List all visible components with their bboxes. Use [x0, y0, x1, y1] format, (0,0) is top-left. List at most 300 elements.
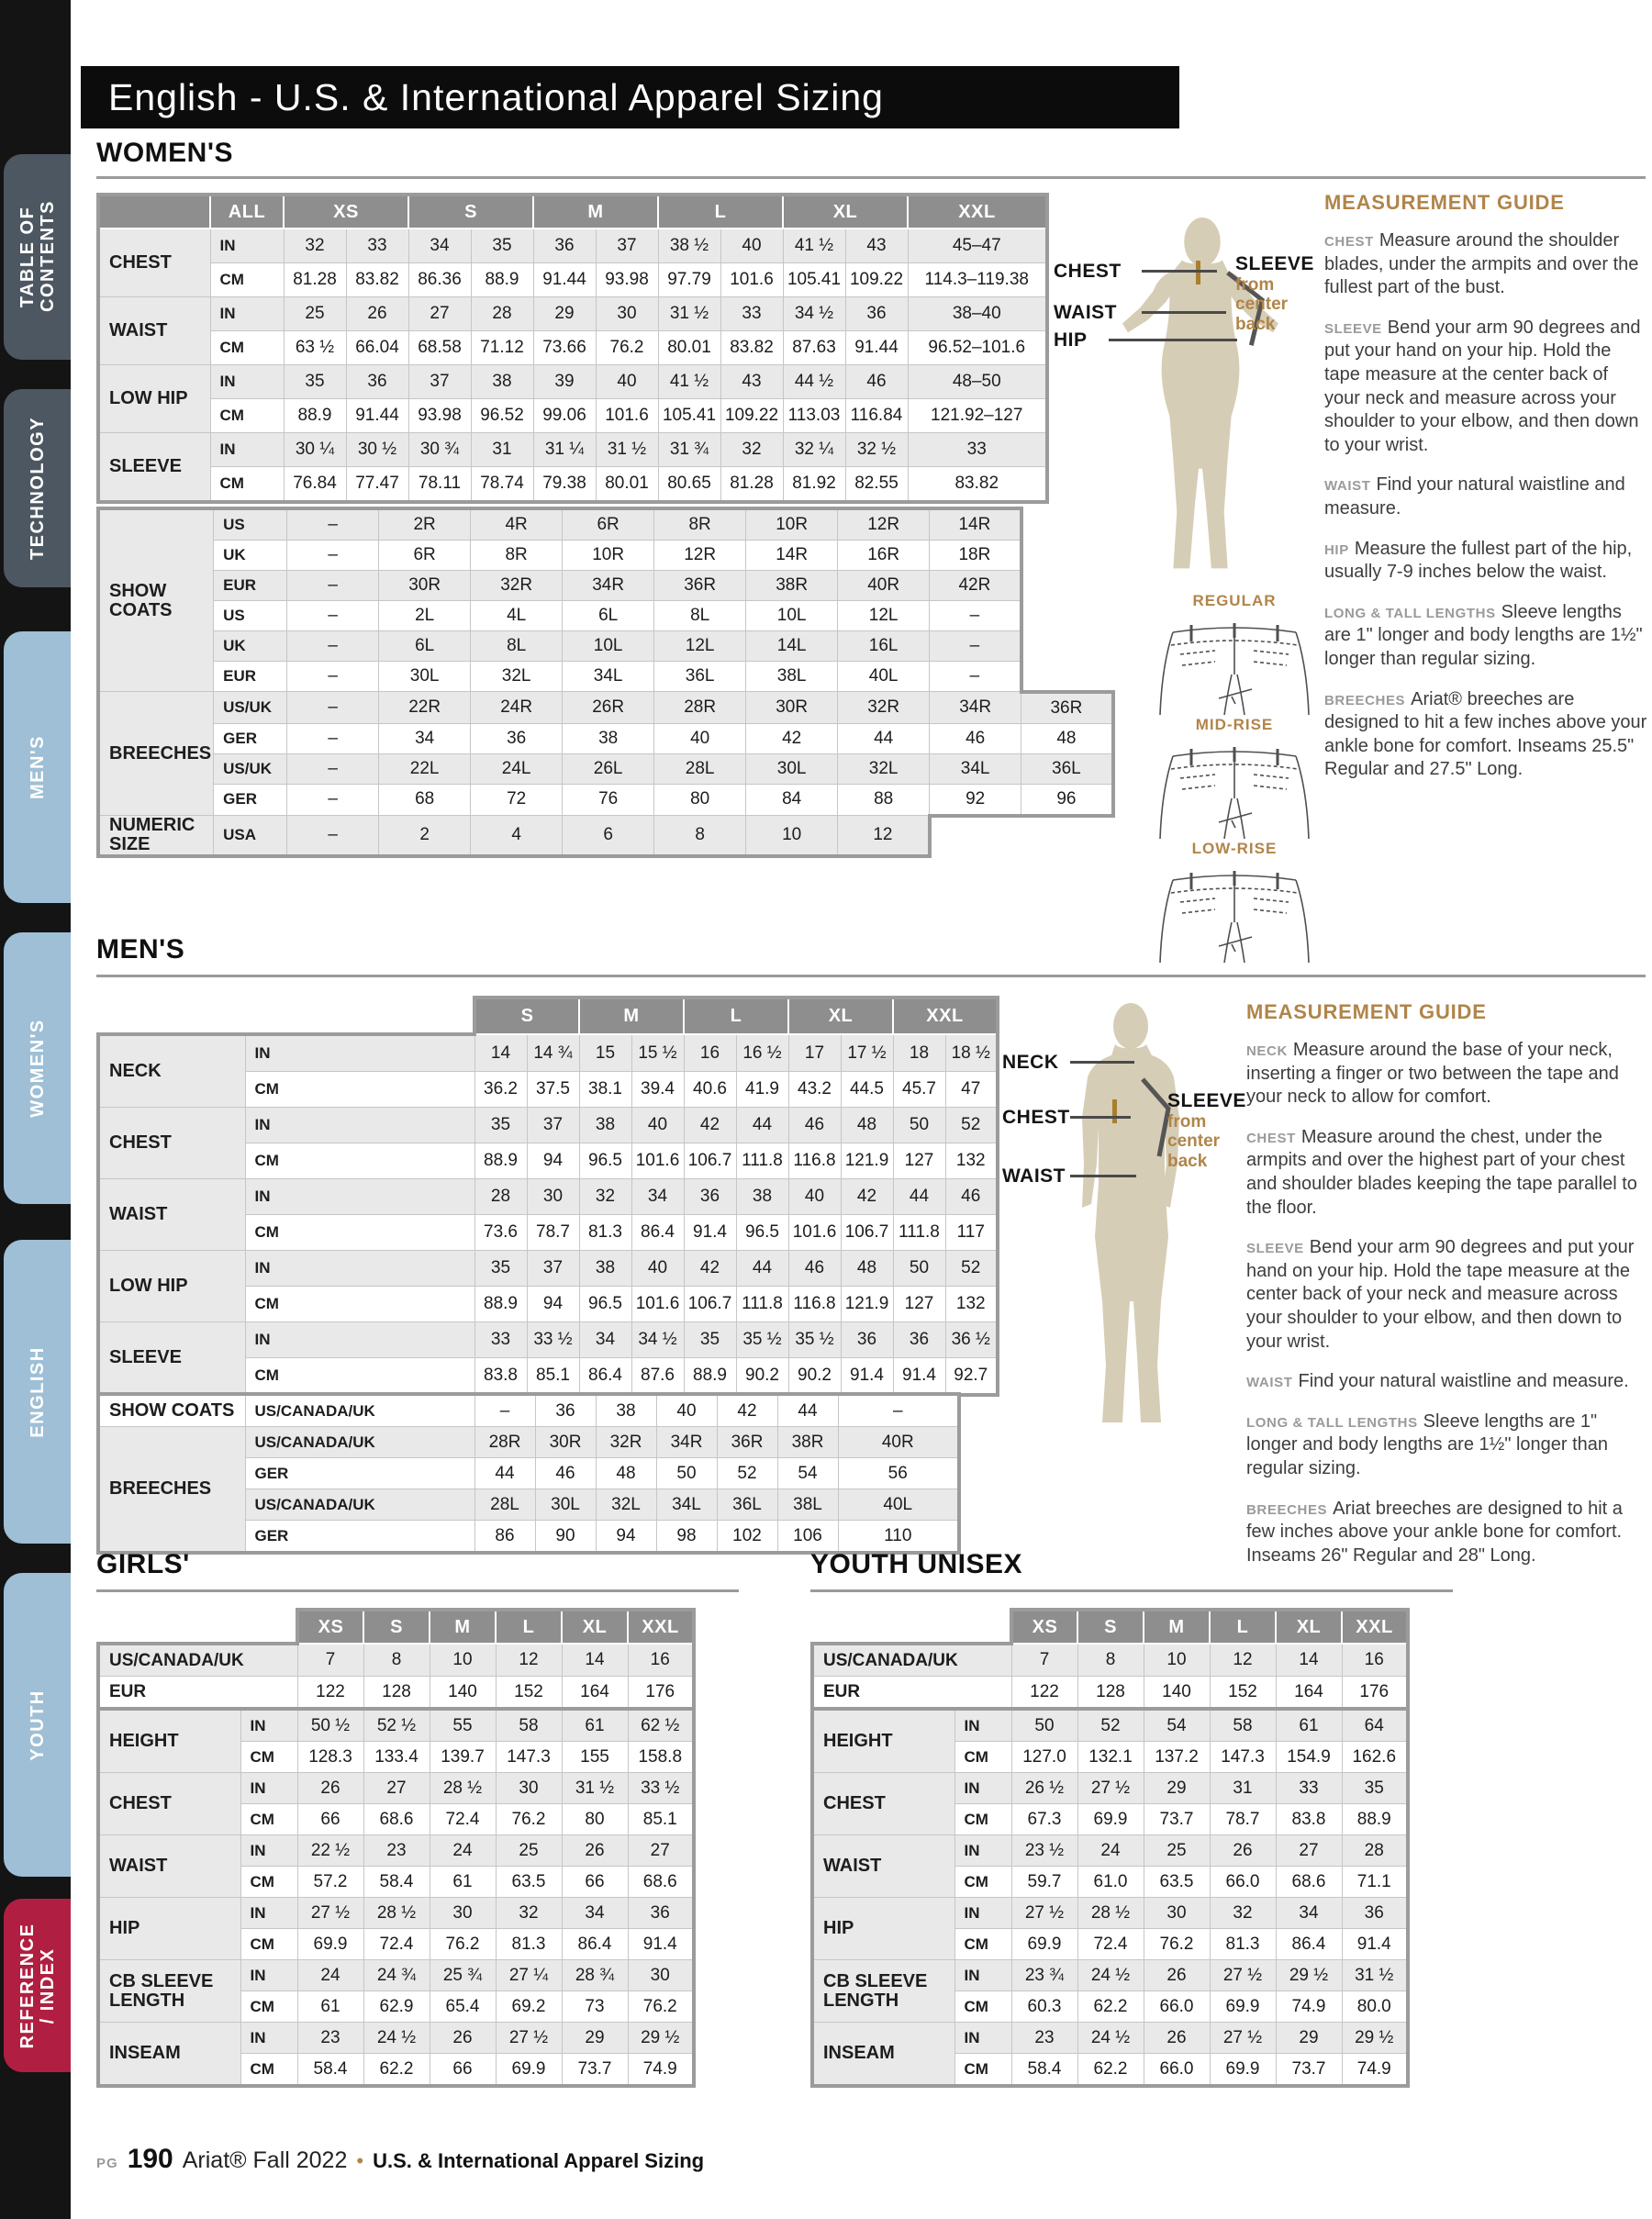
- size-value: 40: [596, 365, 658, 399]
- size-value: –: [287, 601, 379, 631]
- size-value: 34L: [930, 753, 1021, 784]
- size-value: 34: [579, 1322, 631, 1358]
- size-value: 32: [496, 1898, 562, 1929]
- size-value: 40R: [838, 571, 930, 601]
- unit-label: IN: [240, 1709, 297, 1742]
- size-value: 33 ½: [628, 1773, 694, 1804]
- size-value: 73.7: [1144, 1804, 1210, 1835]
- table-row: [98, 541, 1113, 571]
- size-value: –: [474, 1394, 535, 1427]
- unit-label: US/CANADA/UK: [245, 1489, 474, 1521]
- size-value: 106.7: [684, 1287, 736, 1322]
- page-title: English - U.S. & International Apparel Sizing: [108, 76, 884, 118]
- size-value: 29 ½: [628, 2023, 694, 2054]
- size-value: 36: [533, 229, 596, 263]
- waist-leader-line: [1142, 311, 1226, 314]
- size-value: 25: [496, 1835, 562, 1867]
- size-value: 81.28: [284, 263, 346, 297]
- size-value: 36R: [1021, 692, 1113, 724]
- size-value: 35 ½: [736, 1322, 788, 1358]
- size-value: 117: [945, 1215, 998, 1251]
- womens-figure: [1054, 213, 1338, 598]
- size-value: 63.5: [1144, 1867, 1210, 1898]
- size-value: 64: [1342, 1709, 1408, 1742]
- figure-waist-label: WAIST: [1002, 1165, 1066, 1187]
- size-value: 90.2: [736, 1358, 788, 1396]
- pants-back-view: [1147, 614, 1322, 717]
- size-value: 58: [1210, 1709, 1276, 1742]
- unit-label: IN: [240, 1898, 297, 1929]
- size-value: –: [930, 601, 1021, 631]
- size-value: 38: [471, 365, 533, 399]
- size-value: 54: [777, 1458, 838, 1489]
- size-value: 23 ½: [1011, 1835, 1077, 1867]
- size-value: 50: [1011, 1709, 1077, 1742]
- size-value: 139.7: [430, 1742, 496, 1773]
- table-row: [98, 998, 998, 1034]
- size-value: 37: [527, 1108, 579, 1143]
- size-value: 61.0: [1077, 1867, 1144, 1898]
- unit-label: IN: [240, 1960, 297, 1991]
- size-value: 147.3: [1210, 1742, 1276, 1773]
- mens-guide-heading: MEASUREMENT GUIDE: [1246, 1000, 1487, 1023]
- unit-label: IN: [954, 1960, 1011, 1991]
- size-value: 31 ½: [658, 297, 720, 331]
- womens-size-table-mount: [96, 193, 1049, 504]
- womens-guide-items: [1324, 229, 1647, 782]
- size-value: 101.6: [596, 399, 658, 433]
- size-value: 40.6: [684, 1072, 736, 1108]
- womens-section-heading: WOMEN'S: [96, 138, 233, 168]
- figure-hip-label: HIP: [1054, 329, 1088, 351]
- size-value: 27 ½: [1210, 2023, 1276, 2054]
- size-value: 39: [533, 365, 596, 399]
- size-value: 61: [1276, 1709, 1342, 1742]
- page-footer: [96, 2144, 704, 2175]
- sidebar-tab-label: TABLE OF CONTENTS: [17, 200, 58, 312]
- size-value: 8L: [654, 601, 746, 631]
- size-group-header: M: [1144, 1610, 1210, 1644]
- table-row: [812, 1709, 1408, 1742]
- size-value: 152: [496, 1677, 562, 1710]
- unit-label: US/CANADA/UK: [245, 1394, 474, 1427]
- pants-rise-label: REGULAR: [1192, 592, 1277, 609]
- size-group-header: XXL: [908, 195, 1047, 229]
- size-value: 137.2: [1144, 1742, 1210, 1773]
- size-value: 40: [631, 1108, 684, 1143]
- size-value: 32R: [596, 1427, 656, 1458]
- size-value: 35: [284, 365, 346, 399]
- measure-label: SHOW COATS: [98, 508, 214, 692]
- size-value: –: [287, 816, 379, 857]
- size-value: 36: [1342, 1898, 1408, 1929]
- table-row: [98, 1322, 998, 1358]
- size-value: 67.3: [1011, 1804, 1077, 1835]
- size-value: 4R: [471, 508, 563, 541]
- guide-item: [1324, 601, 1647, 672]
- sidebar-tab-men-s[interactable]: [4, 631, 71, 903]
- size-value: 12L: [838, 601, 930, 631]
- size-value: 121.9: [841, 1143, 893, 1179]
- youth-table-mount: [810, 1608, 1410, 2088]
- size-value: 62.2: [1077, 2054, 1144, 2087]
- size-value: 23: [363, 1835, 430, 1867]
- size-value: 68.58: [408, 331, 471, 365]
- size-value: 38.1: [579, 1072, 631, 1108]
- size-value: –: [287, 753, 379, 784]
- guide-item: [1324, 474, 1647, 520]
- table-row: [98, 331, 1047, 365]
- table-row: [98, 195, 1047, 229]
- unit-label: CM: [954, 1867, 1011, 1898]
- size-value: 23 ¾: [1011, 1960, 1077, 1991]
- guide-item: [1324, 538, 1647, 585]
- size-value: 59.7: [1011, 1867, 1077, 1898]
- size-value: 37: [527, 1251, 579, 1287]
- size-value: 23: [1011, 2023, 1077, 2054]
- chest-leader-line: [1142, 270, 1217, 273]
- size-value: 32: [579, 1179, 631, 1215]
- size-value: 27 ½: [1011, 1898, 1077, 1929]
- table-row: [812, 1644, 1408, 1677]
- size-value: 77.47: [346, 467, 408, 503]
- measure-label: WAIST: [98, 1835, 240, 1898]
- all-header-cell: ALL: [210, 195, 284, 229]
- size-value: –: [287, 784, 379, 816]
- size-value: 38: [736, 1179, 788, 1215]
- size-value: 68.6: [1276, 1867, 1342, 1898]
- size-value: 48: [596, 1458, 656, 1489]
- guide-text: Ariat breeches are designed to hit a few inches above your ankle bone for comfort. Inseams 26" Regular and 28" Long.: [1246, 1498, 1623, 1566]
- size-value: 33 ½: [527, 1322, 579, 1358]
- mens-guide-items: [1246, 1039, 1646, 1567]
- sidebar-tab-english[interactable]: [4, 1240, 71, 1544]
- size-value: 7: [1011, 1644, 1077, 1677]
- size-value: 24: [1077, 1835, 1144, 1867]
- size-value: 96.52–101.6: [908, 331, 1047, 365]
- size-value: 30: [430, 1898, 496, 1929]
- size-value: 36: [684, 1179, 736, 1215]
- size-value: 36L: [654, 662, 746, 692]
- size-value: 44: [736, 1251, 788, 1287]
- sidebar-tab-table-of-contents[interactable]: [4, 154, 71, 360]
- size-value: 116.8: [788, 1287, 841, 1322]
- guide-term: WAIST: [1324, 478, 1371, 495]
- size-value: 34: [408, 229, 471, 263]
- size-value: 34L: [563, 662, 654, 692]
- guide-term: CHEST: [1246, 1130, 1296, 1146]
- table-row: [98, 601, 1113, 631]
- size-value: 35: [474, 1108, 527, 1143]
- table-row: [812, 1835, 1408, 1867]
- size-value: 8: [654, 816, 746, 857]
- measure-label: BREECHES: [98, 692, 214, 816]
- size-value: 30: [1144, 1898, 1210, 1929]
- size-value: 38: [596, 1394, 656, 1427]
- chest-leader-line: [1070, 1116, 1131, 1119]
- size-value: 96.5: [579, 1287, 631, 1322]
- size-value: 44: [736, 1108, 788, 1143]
- sidebar-tab-label: YOUTH: [27, 1689, 48, 1761]
- size-value: 31: [471, 433, 533, 467]
- unit-label: IN: [954, 1898, 1011, 1929]
- size-value: 6: [563, 816, 654, 857]
- size-value: 27: [628, 1835, 694, 1867]
- figure-waist-label: WAIST: [1054, 302, 1117, 323]
- unit-label: CM: [245, 1143, 474, 1179]
- unit-label: CM: [240, 1991, 297, 2023]
- size-value: 86.4: [579, 1358, 631, 1396]
- size-value: –: [287, 541, 379, 571]
- size-value: 30: [596, 297, 658, 331]
- unit-label: CM: [240, 1742, 297, 1773]
- size-value: 83.82: [908, 467, 1047, 503]
- sidebar-tab-reference-index[interactable]: [4, 1899, 71, 2072]
- size-value: 106.7: [841, 1215, 893, 1251]
- size-value: 34R: [563, 571, 654, 601]
- region-label: EUR: [812, 1677, 1011, 1710]
- table-row: [98, 784, 1113, 816]
- size-value: 26: [1144, 1960, 1210, 1991]
- size-group-header: XL: [562, 1610, 628, 1644]
- girls-heading-rule: [96, 1589, 739, 1592]
- unit-label: IN: [240, 1835, 297, 1867]
- size-value: 36: [845, 297, 908, 331]
- size-value: 88.9: [474, 1143, 527, 1179]
- size-value: 44.5: [841, 1072, 893, 1108]
- measure-label: INSEAM: [812, 2023, 954, 2087]
- region-label: US/CANADA/UK: [98, 1644, 297, 1677]
- size-value: 45.7: [893, 1072, 945, 1108]
- womens-size-table: [96, 193, 1049, 504]
- size-value: –: [287, 692, 379, 724]
- size-value: 69.9: [1210, 1991, 1276, 2023]
- size-value: 68.6: [363, 1804, 430, 1835]
- size-group-header: M: [533, 195, 658, 229]
- size-value: 42: [684, 1251, 736, 1287]
- table-row: [98, 1709, 694, 1742]
- size-value: 36: [893, 1322, 945, 1358]
- measure-label: SHOW COATS: [98, 1394, 245, 1427]
- table-row: [98, 433, 1047, 467]
- size-value: 116.84: [845, 399, 908, 433]
- unit-label: CM: [954, 2054, 1011, 2087]
- size-value: 18 ½: [945, 1034, 998, 1072]
- size-value: 154.9: [1276, 1742, 1342, 1773]
- size-value: 74.9: [1276, 1991, 1342, 2023]
- size-value: 34R: [930, 692, 1021, 724]
- unit-label: IN: [245, 1322, 474, 1358]
- size-value: 48: [841, 1108, 893, 1143]
- mens-size-table-mount: [96, 996, 999, 1397]
- size-value: 61: [430, 1867, 496, 1898]
- pants-back-view: [1147, 738, 1322, 841]
- unit-label: GER: [214, 784, 287, 816]
- size-value: 88.9: [684, 1358, 736, 1396]
- table-row: [812, 1898, 1408, 1929]
- guide-term: BREECHES: [1246, 1501, 1328, 1518]
- size-value: 28: [471, 297, 533, 331]
- size-value: 111.8: [893, 1215, 945, 1251]
- size-value: 66.04: [346, 331, 408, 365]
- size-value: 32 ¼: [783, 433, 845, 467]
- size-value: 40R: [838, 1427, 959, 1458]
- size-value: 38 ½: [658, 229, 720, 263]
- guide-item: [1324, 229, 1647, 300]
- size-value: 24 ¾: [363, 1960, 430, 1991]
- size-value: 32L: [838, 753, 930, 784]
- measure-label: LOW HIP: [98, 1251, 245, 1322]
- neck-leader-line: [1070, 1061, 1134, 1064]
- size-value: 50: [893, 1108, 945, 1143]
- table-row: [98, 723, 1113, 753]
- table-row: [98, 1677, 694, 1710]
- size-value: 31 ½: [1342, 1960, 1408, 1991]
- sidebar-rail: [0, 0, 71, 2219]
- size-group-header: XS: [1011, 1610, 1077, 1644]
- size-value: 14: [474, 1034, 527, 1072]
- guide-item: [1246, 1126, 1646, 1220]
- size-value: 61: [297, 1991, 363, 2023]
- size-value: 30: [527, 1179, 579, 1215]
- size-value: 46: [788, 1251, 841, 1287]
- footer-page-number: 190: [127, 2144, 173, 2174]
- size-value: 35: [474, 1251, 527, 1287]
- unit-label: IN: [954, 1709, 1011, 1742]
- size-value: 10: [430, 1644, 496, 1677]
- size-value: 16R: [838, 541, 930, 571]
- mens-figure: [1002, 998, 1278, 1430]
- size-group-header: M: [430, 1610, 496, 1644]
- size-value: 62.2: [1077, 1991, 1144, 2023]
- table-row: [98, 1835, 694, 1867]
- guide-text: Find your natural waistline and measure.: [1298, 1371, 1629, 1392]
- size-value: 76: [563, 784, 654, 816]
- table-row: [98, 631, 1113, 662]
- unit-label: CM: [210, 331, 284, 365]
- chest-tick-mark: [1196, 261, 1200, 284]
- size-value: 28: [474, 1179, 527, 1215]
- size-value: 83.82: [346, 263, 408, 297]
- region-label: US/CANADA/UK: [812, 1644, 1011, 1677]
- size-value: 50: [656, 1458, 717, 1489]
- size-value: 62.9: [363, 1991, 430, 2023]
- size-value: 65.4: [430, 1991, 496, 2023]
- measure-label: BREECHES: [98, 1427, 245, 1554]
- measure-label: CB SLEEVE LENGTH: [812, 1960, 954, 2023]
- size-value: 79.38: [533, 467, 596, 503]
- size-value: –: [838, 1394, 959, 1427]
- size-value: 36L: [717, 1489, 777, 1521]
- size-value: 90: [535, 1521, 596, 1554]
- size-value: 87.63: [783, 331, 845, 365]
- table-row: [812, 1610, 1408, 1644]
- size-value: –: [930, 631, 1021, 662]
- size-value: 43: [845, 229, 908, 263]
- size-value: 38R: [777, 1427, 838, 1458]
- mens-intl-table-mount: [96, 1392, 961, 1555]
- measure-label: NUMERIC SIZE: [98, 816, 214, 857]
- size-value: 38: [563, 723, 654, 753]
- size-value: 128: [1077, 1677, 1144, 1710]
- size-value: 81.28: [720, 467, 783, 503]
- size-value: 72.4: [430, 1804, 496, 1835]
- pants-diagram-mid-rise: [1143, 716, 1326, 845]
- table-row: [98, 1034, 998, 1072]
- size-value: 25: [1144, 1835, 1210, 1867]
- size-value: 81.3: [1210, 1929, 1276, 1960]
- size-value: 40: [720, 229, 783, 263]
- size-value: 111.8: [736, 1143, 788, 1179]
- size-value: 31 ¾: [658, 433, 720, 467]
- size-value: 27: [363, 1773, 430, 1804]
- size-value: 94: [527, 1287, 579, 1322]
- size-value: 28R: [654, 692, 746, 724]
- table-row: [98, 1108, 998, 1143]
- guide-term: LONG & TALL LENGTHS: [1246, 1414, 1418, 1431]
- size-value: 78.7: [1210, 1804, 1276, 1835]
- size-value: 81.92: [783, 467, 845, 503]
- size-group-header: XL: [788, 998, 893, 1034]
- size-value: 96.5: [736, 1215, 788, 1251]
- size-value: 91.4: [628, 1929, 694, 1960]
- size-value: 38L: [777, 1489, 838, 1521]
- size-value: 85.1: [527, 1358, 579, 1396]
- sidebar-tab-women-s[interactable]: [4, 932, 71, 1204]
- size-value: 63 ½: [284, 331, 346, 365]
- guide-text: Ariat® breeches are designed to hit a few inches above your ankle bone for comfort. Inseams 25.5" Regular and 27.5" Long.: [1324, 688, 1647, 780]
- guide-text: Measure around the base of your neck, inserting a finger or two between the tape and your neck to allow for comfort.: [1246, 1040, 1619, 1108]
- size-value: 40L: [838, 662, 930, 692]
- size-value: 10: [746, 816, 838, 857]
- size-value: 140: [430, 1677, 496, 1710]
- size-value: 109.22: [845, 263, 908, 297]
- size-value: 109.22: [720, 399, 783, 433]
- size-value: 102: [717, 1521, 777, 1554]
- size-group-header: XXL: [1342, 1610, 1408, 1644]
- size-value: 127: [893, 1143, 945, 1179]
- youth-size-table: [810, 1608, 1410, 2088]
- size-value: 48–50: [908, 365, 1047, 399]
- size-value: 72.4: [363, 1929, 430, 1960]
- measure-label: HIP: [812, 1898, 954, 1960]
- size-value: 46: [845, 365, 908, 399]
- size-group-header: L: [1210, 1610, 1276, 1644]
- guide-term: WAIST: [1246, 1375, 1293, 1391]
- size-value: 16: [1342, 1644, 1408, 1677]
- sidebar-tab-youth[interactable]: [4, 1573, 71, 1877]
- size-value: 176: [628, 1677, 694, 1710]
- size-value: 87.6: [631, 1358, 684, 1396]
- unit-label: IN: [210, 297, 284, 331]
- table-row: [98, 365, 1047, 399]
- size-value: 152: [1210, 1677, 1276, 1710]
- size-value: 40: [631, 1251, 684, 1287]
- size-group-header: XS: [284, 195, 408, 229]
- size-value: 42R: [930, 571, 1021, 601]
- size-value: 26: [1144, 2023, 1210, 2054]
- size-value: 34L: [656, 1489, 717, 1521]
- size-value: 43: [720, 365, 783, 399]
- sidebar-tab-technology[interactable]: [4, 389, 71, 587]
- size-value: 91.4: [1342, 1929, 1408, 1960]
- size-value: 105.41: [658, 399, 720, 433]
- size-value: 38–40: [908, 297, 1047, 331]
- womens-heading-rule: [96, 176, 1646, 179]
- size-value: 46: [930, 723, 1021, 753]
- size-value: 69.9: [496, 2054, 562, 2087]
- unit-label: CM: [245, 1072, 474, 1108]
